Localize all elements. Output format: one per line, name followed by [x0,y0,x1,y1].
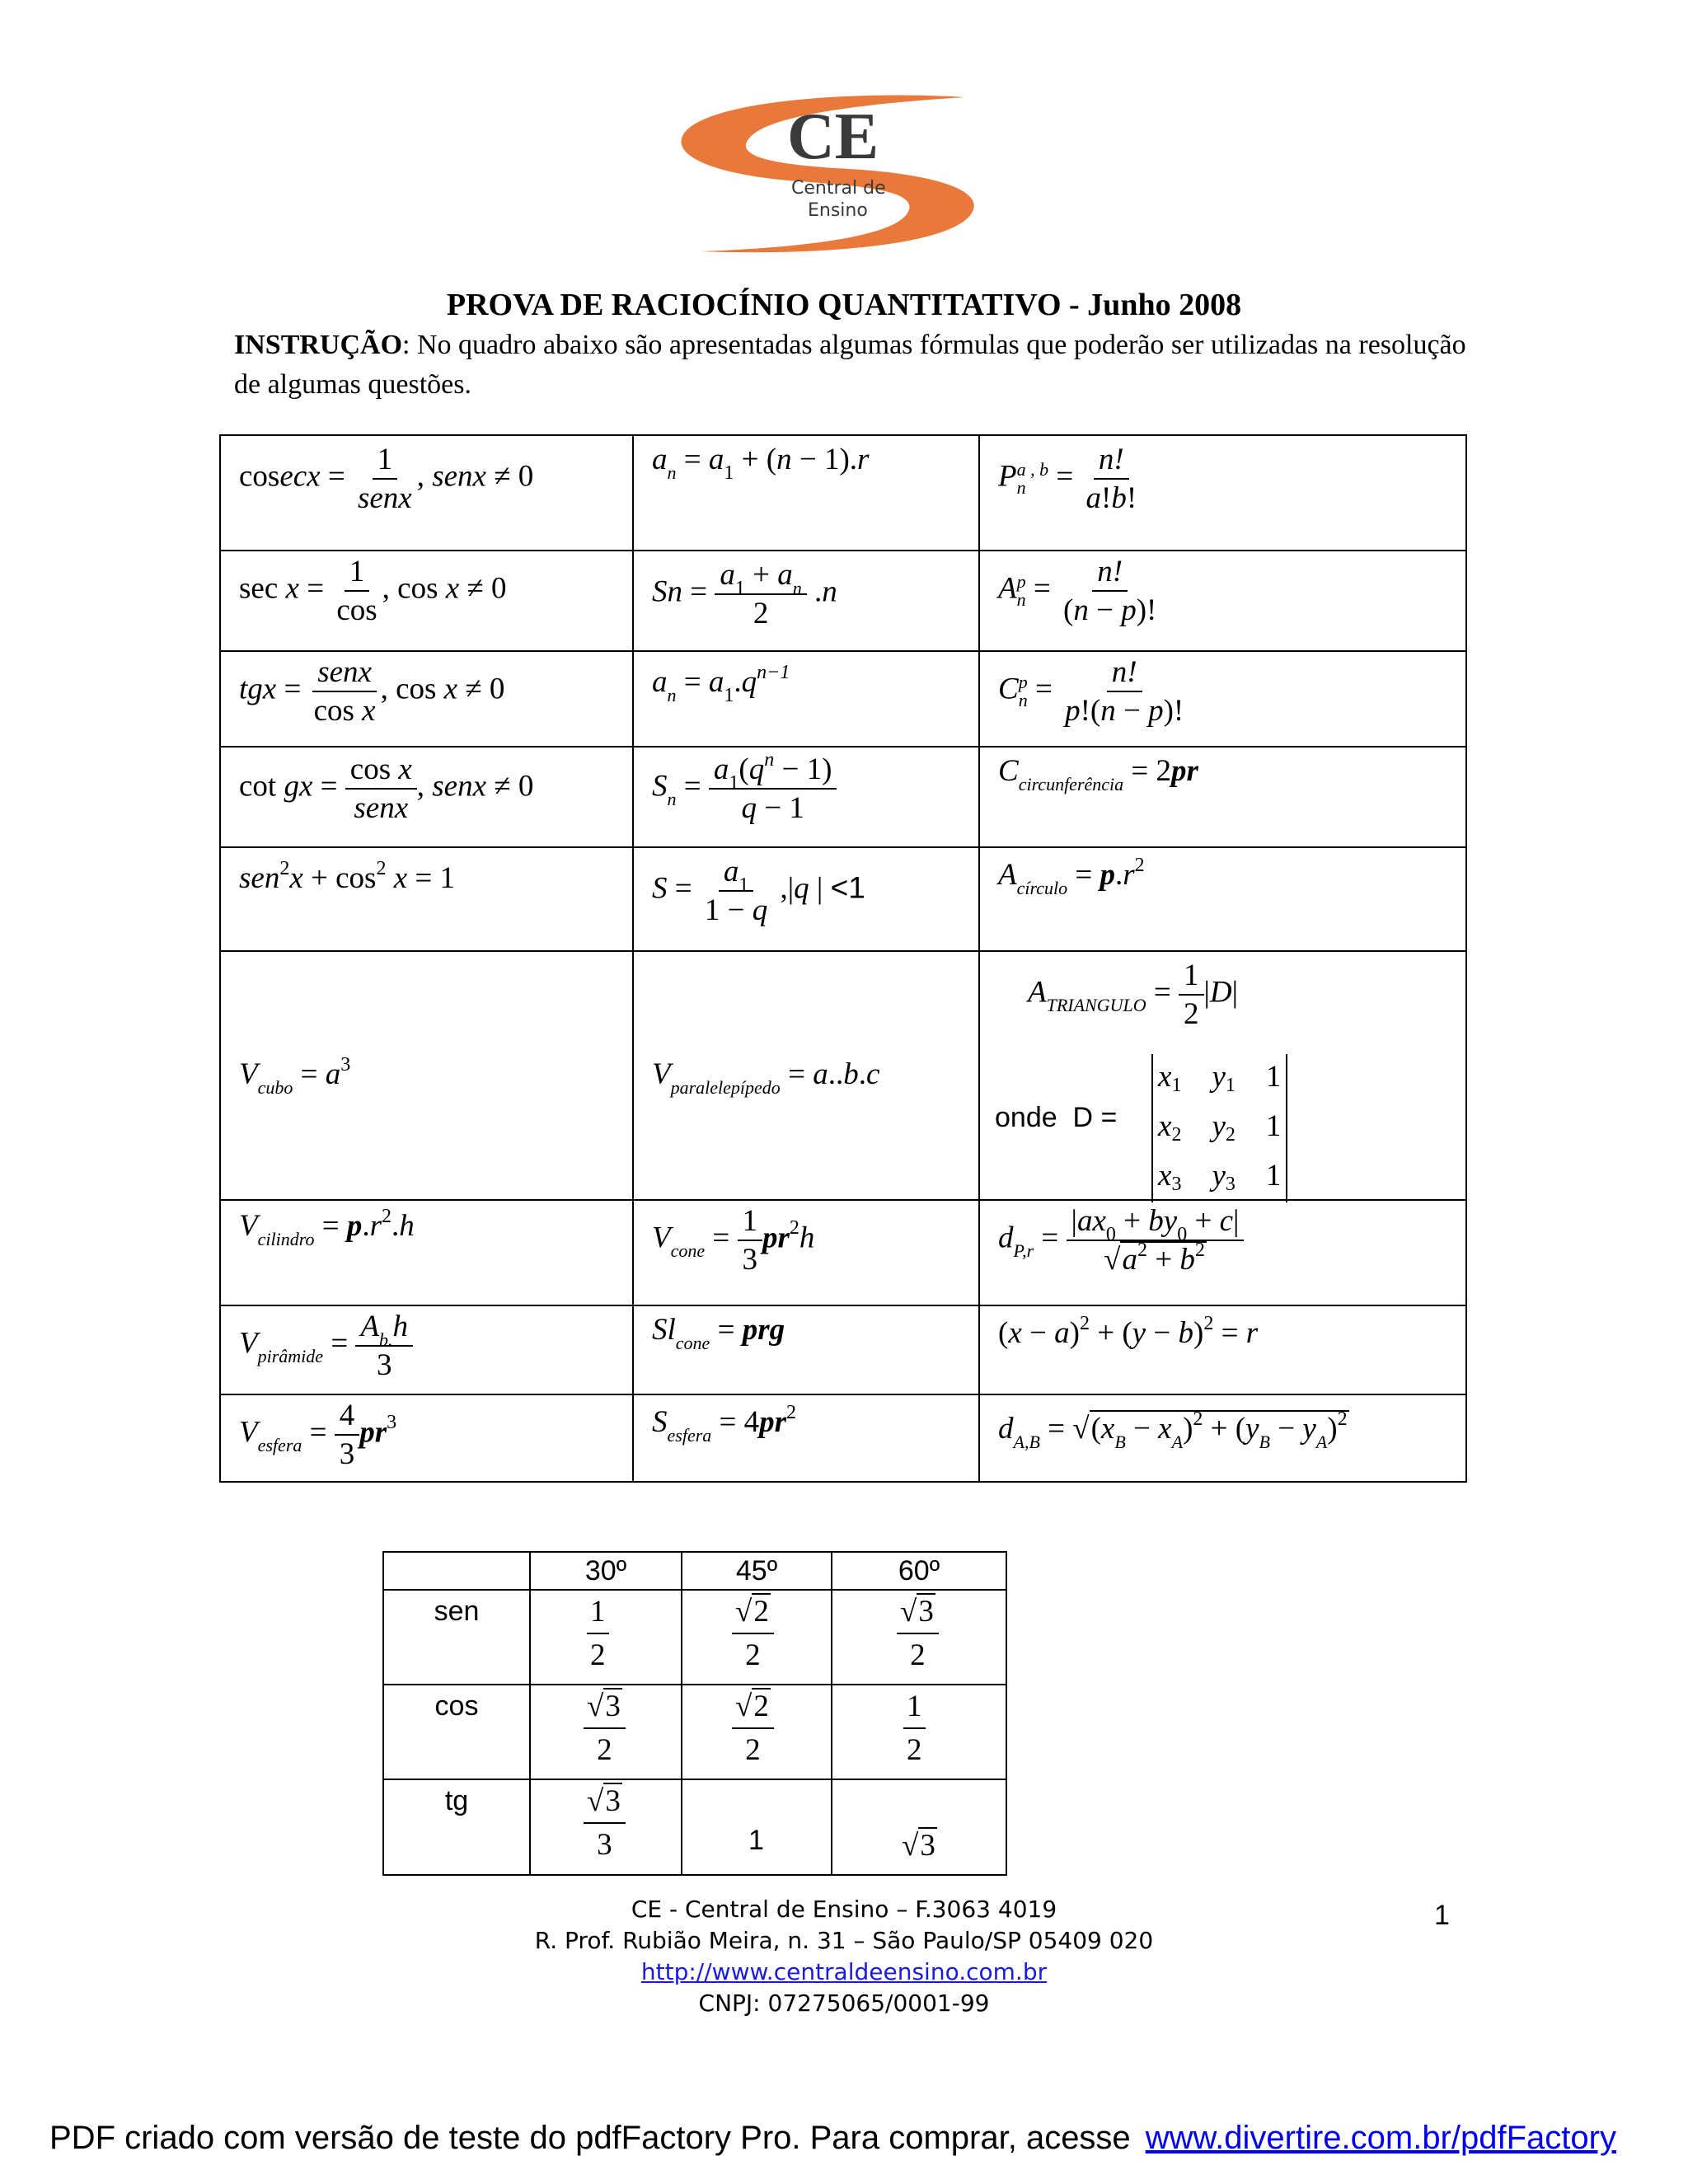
trig-header-45: 45º [682,1552,832,1590]
logo-letters: CE [787,101,879,173]
onde-d: D = [1072,1102,1118,1133]
tg-30: $\frac{√3}{3}$ [530,1779,682,1875]
formula-combination: C p n = $\frac{n!}{p!(n - p)!}$ [979,651,1466,747]
instruction-label: INSTRUÇÃO [234,330,403,360]
onde-label: onde [995,1102,1057,1133]
formula-sphere-area: $S_{esfera} = 4pr^2$ [633,1394,979,1482]
sen-45: $\frac{√2}{2}$ [682,1590,832,1685]
formula-pyramid-volume: $V_{pirâmide}$ = $\frac{A_{b.}h}{3}$ [220,1305,633,1394]
formula-pa-sum: Sn = $\frac{a_1 + a_n}{2}$ .n [633,551,979,651]
tg-60: √3 [832,1779,1006,1875]
formula-tg: tgx = $\frac{\text{senx}}{\text{cos x}}$ , cos x ≠ 0 [220,651,633,747]
trig-table [382,1551,1007,1876]
formula-circle-area: $A_{círculo} = p.r^2$ [979,847,1466,951]
trig-row-label-cos: cos [383,1685,530,1779]
page-number: 1 [1434,1900,1450,1931]
cos-45: $\frac{√2}{2}$ [682,1685,832,1779]
formula-sphere-volume: $V_{esfera}$ = $\frac{4}{3}$ $pr^3$ [220,1394,633,1482]
formula-pg-term: $a_n = a_1.q^{n-1}$ [633,651,979,747]
page-title: PROVA DE RACIOCÍNIO QUANTITATIVO - Junho 2008 [446,288,1242,322]
formula-arrangement: A p n = $\frac{n!}{(n - p)!}$ [979,551,1466,651]
footer-url-link[interactable]: http://www.centraldeensino.com.br [640,1958,1048,1985]
formula-cotg: cot gx = $\frac{\text{cos x}}{\text{senx}}$ , senx ≠ 0 [220,747,633,847]
pdffactory-banner [49,2120,1616,2157]
footer-cnpj: CNPJ: 07275065/0001-99 [698,1990,990,2017]
formula-cube-volume: $V_{cubo} = a^3$ [220,951,633,1200]
formula-cylinder-volume: $V_{cilindro} = p.r^2.h$ [220,1200,633,1305]
formula-permutation-repetition: P a , b n = $\frac{n!}{a!b!}$ [979,435,1466,551]
cos-60: $\frac{1}{2}$ [832,1685,1006,1779]
formula-pg-infinite-sum: S = $\frac{a_1}{1 - q}$ ,|q | <1 [633,847,979,951]
cos-30: $\frac{√3}{2}$ [530,1685,682,1779]
trig-header-empty [383,1552,530,1590]
banner-link[interactable]: www.divertire.com.br/pdfFactory [1145,2120,1616,2156]
trig-header-30: 30º [530,1552,682,1590]
logo-line1: Central de [791,178,886,199]
tg-45: 1 [682,1779,832,1875]
trig-row-label-sen: sen [383,1590,530,1685]
formula-pa-term: $a_n = a_1 + (n - 1).r$ [633,435,979,551]
formula-circle-equation: $(x - a)^2 + (y - b)^2 = r$ [979,1305,1466,1394]
instruction [234,326,1470,405]
formula-table [219,434,1467,1483]
trig-row-label-tg: tg [383,1779,530,1875]
sen-30: $\frac{1}{2}$ [530,1590,682,1685]
trig-header-60: 60º [832,1552,1006,1590]
formula-point-distance: $d_{A,B} = √(x_B - x_A)^2 + (y_B - y_A)^2$ [979,1394,1466,1482]
formula-cosec: cosecx = $\frac{1}{\text{senx}}$ , senx ≠ 0 [220,435,633,551]
formula-sec: sec x = $\frac{1}{\cos}$ , cos x ≠ 0 [220,551,633,651]
instruction-text: : No quadro abaixo são apresentadas algumas fórmulas que poderão ser utilizadas na resolução de algumas questões. [234,330,1466,400]
formula-cone-lateral-area: $Sl_{cone}$ = prg [633,1305,979,1394]
formula-cone-volume: $V_{cone}$ = $\frac{1}{3}$ $pr^2h$ [633,1200,979,1305]
formula-circumference: $C_{circunferência} = 2pr$ [979,747,1466,847]
formula-parallelepiped-volume: $V_{paralelepípedo} = a..b.c$ [633,951,979,1200]
formula-triangle-area: $A_{TRIANGULO}$ = $\frac{1}{2}$ |D| onde D = x1 y1 1 x2 y2 1 x3 y3 1 [979,951,1466,1200]
formula-fundamental-identity: $sen^2x + \cos^2 x = 1$ [220,847,633,951]
banner-text: PDF criado com versão de teste do pdfFactory Pro. Para comprar, acesse [49,2120,1131,2156]
footer-line1: CE - Central de Ensino – F.3063 4019 [631,1896,1057,1923]
central-de-ensino-logo [676,91,1022,260]
sen-60: $\frac{√3}{2}$ [832,1590,1006,1685]
formula-point-line-distance: $d_{P,r}$ = $\frac{|ax_0 + by_0 + c|}{√a^2 + b^2}$ [979,1200,1466,1305]
formula-pg-sum: $S_n$ = $\frac{a_1(q^n - 1)}{q - 1}$ [633,747,979,847]
footer-line2: R. Prof. Rubião Meira, n. 31 – São Paulo/SP 05409 020 [534,1927,1154,1954]
logo-line2: Ensino [808,200,868,221]
